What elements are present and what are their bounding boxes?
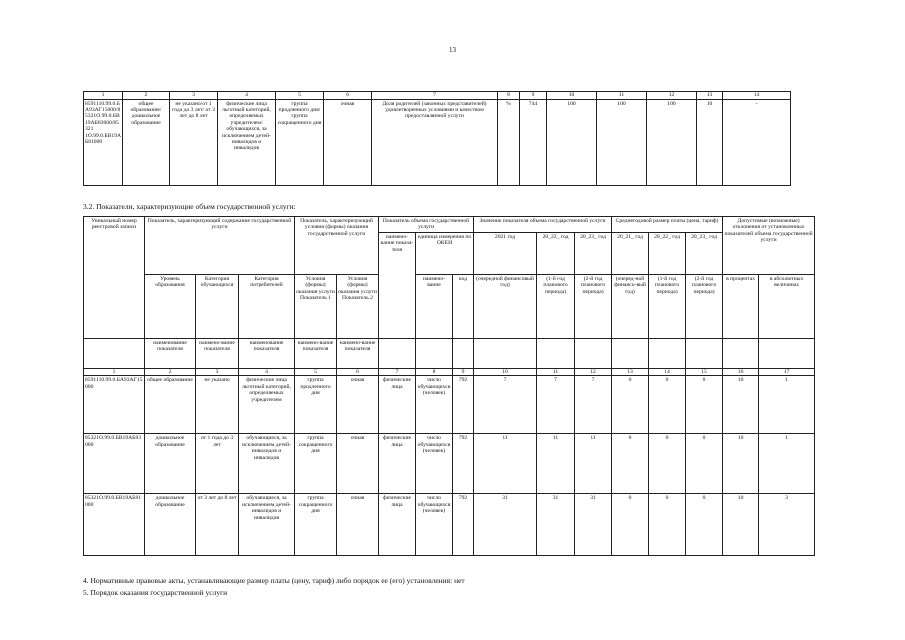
col-num: 12: [575, 368, 612, 376]
cell: группа продленного дня: [295, 376, 337, 434]
col-num: 6: [324, 92, 372, 100]
col-num: 3: [170, 92, 218, 100]
col-num: 11: [537, 368, 575, 376]
cell-registry-code: 8591110.99.0.БА93АГ15000: [84, 376, 145, 434]
cell: 1: [759, 376, 815, 434]
cell: 11: [474, 434, 537, 494]
col-num: 7: [372, 92, 498, 100]
header-condition-1: Условия (формы) оказания услуги Показатель 1: [295, 274, 337, 338]
col-num: 2: [123, 92, 170, 100]
header-percent: в процентах: [723, 274, 759, 338]
cell: 0: [612, 376, 649, 434]
cell: не указано/от 1 года до 3 лет/ от 3 лет до 8 лет: [170, 99, 218, 185]
header-empty: [649, 338, 686, 368]
cell: 0: [649, 434, 686, 494]
col-num: 14: [649, 368, 686, 376]
col-num: 1: [84, 368, 145, 376]
table-row: [84, 494, 815, 556]
col-num: 8: [498, 92, 520, 100]
header-sub-2: (2-й год планового периода): [575, 274, 612, 338]
cell: 100: [647, 99, 697, 185]
cell: 11: [537, 434, 575, 494]
col-num: 10: [474, 368, 537, 376]
header-name-5: наимено-вание показателя: [337, 338, 379, 368]
table1-column-numbers: [84, 92, 791, 100]
cell: 792: [453, 376, 474, 434]
col-num: 6: [337, 368, 379, 376]
col-num: 2: [145, 368, 196, 376]
cell: 31: [474, 494, 537, 556]
cell: физические лица льготный категорий, определяемых учредителем/ обучающихся, за исключением детей-инвалидов и инвалидов: [218, 99, 276, 185]
header-unique-number: Уникальный номер реестровой записи: [84, 217, 145, 339]
col-num: 3: [196, 368, 239, 376]
section-5-text: 5. Порядок оказания государственной услуги: [83, 588, 228, 597]
cell: не указано: [196, 376, 239, 434]
header-empty: [723, 338, 759, 368]
cell: 0: [649, 376, 686, 434]
header-category: Категория обучающихся: [196, 274, 239, 338]
header-row-3: [84, 274, 815, 338]
cell: очная: [337, 376, 379, 434]
cell: от 1 года до 3 лет: [196, 434, 239, 494]
cell: 100: [597, 99, 647, 185]
header-absolute: в абсолютных величинах: [759, 274, 815, 338]
cell: 792: [453, 434, 474, 494]
cell: 10: [697, 99, 723, 185]
header-price: Среднегодовой размер платы (цена, тариф): [612, 217, 723, 233]
header-empty: [537, 338, 575, 368]
header-condition-2: Условия (формы) оказания услуги Показатель 2: [337, 274, 379, 338]
col-num: 5: [276, 92, 324, 100]
cell-registry-code: 85321О.99.0.БВ19АБ81000: [84, 494, 145, 556]
header-volume: Показатель объема государственной услуги: [379, 217, 474, 233]
volume-indicators-table: [83, 216, 815, 556]
cell: 1: [759, 434, 815, 494]
header-unit-code: код: [453, 274, 474, 338]
header-deviation: Допустимые (возможные) отклонения от установленных показателей объема государственной услуги: [723, 217, 815, 275]
cell: общее образование: [145, 376, 196, 434]
header-price-2021: 20_21_ год: [612, 232, 649, 274]
cell: группа сокращенного дня: [295, 494, 337, 556]
header-sub-fin: (очередной финансовый год): [474, 274, 537, 338]
quality-indicators-table: [83, 91, 791, 186]
header-sub-1b: (1-й год планового периода): [649, 274, 686, 338]
cell: 31: [575, 494, 612, 556]
table2-column-numbers: [84, 368, 815, 376]
header-sub-2b: (2-й год планового периода): [686, 274, 723, 338]
header-year-2023: 20_23_ год: [575, 232, 612, 274]
header-empty: [474, 338, 537, 368]
col-num: 1: [84, 92, 123, 100]
cell: -: [723, 99, 791, 185]
table-row: [84, 376, 815, 434]
col-num: 11: [597, 92, 647, 100]
cell: группа продленного дня/ группа сокращенного дня: [276, 99, 324, 185]
cell: Доля родителей (законных представителей) удовлетворенных условиями и качеством предоставляемой услуги: [372, 99, 498, 185]
cell: 744: [520, 99, 547, 185]
cell: группа сокращенного дня: [295, 434, 337, 494]
header-empty: [84, 338, 145, 368]
col-num: 10: [547, 92, 597, 100]
cell: дошкольное образование: [145, 494, 196, 556]
cell: 31: [537, 494, 575, 556]
header-content: Показатель, характеризующий содержание государственной услуги: [145, 217, 295, 275]
header-empty: [612, 338, 649, 368]
header-name-2: наимено-вание показателя: [196, 338, 239, 368]
section-3-2-heading: 3.2. Показатели, характеризующие объем государственной услуги:: [83, 202, 296, 211]
cell: очная: [324, 99, 372, 185]
cell: очная: [337, 434, 379, 494]
col-num: 9: [520, 92, 547, 100]
col-num: 13: [697, 92, 723, 100]
cell: %: [498, 99, 520, 185]
col-num: 15: [686, 368, 723, 376]
header-sub-1: (1-й год планового периода): [537, 274, 575, 338]
col-num: 14: [723, 92, 791, 100]
col-num: 12: [647, 92, 697, 100]
col-num: 8: [416, 368, 453, 376]
cell: число обучающихся (человек): [416, 376, 453, 434]
header-name-3: наименование показателя: [239, 338, 295, 368]
page-number: 13: [449, 46, 456, 54]
header-unit: единица измерения по ОКЕИ: [416, 232, 474, 274]
header-row-1: [84, 217, 815, 233]
cell: обучающиеся, за исключением детей-инвалидов и инвалидов: [239, 434, 295, 494]
table-row: [84, 434, 815, 494]
cell-registry-code: 8591110.99.0.БА93АГ15000/85321О.99.0.БВ19АБ83000/85321 1О.99.0.БВ19АБ81000: [84, 99, 123, 185]
cell: 10: [723, 376, 759, 434]
cell: 0: [686, 494, 723, 556]
cell: от 3 лет до 8 лет: [196, 494, 239, 556]
cell: 0: [686, 376, 723, 434]
header-price-2023: 20_23_ год: [686, 232, 723, 274]
cell: 3: [759, 494, 815, 556]
header-row-4: [84, 338, 815, 368]
cell: 0: [612, 434, 649, 494]
header-empty: [575, 338, 612, 368]
cell: 0: [612, 494, 649, 556]
cell: физические лица: [379, 494, 416, 556]
header-empty: [453, 338, 474, 368]
cell: число обучающихся (человек): [416, 494, 453, 556]
header-empty: [416, 338, 453, 368]
cell: 7: [474, 376, 537, 434]
cell: общее образование/ дошкольное образование: [123, 99, 170, 185]
header-level: Уровень образования: [145, 274, 196, 338]
header-name-1: наименование показателя: [145, 338, 196, 368]
header-category-consumers: Категория потребителей: [239, 274, 295, 338]
header-empty: [759, 338, 815, 368]
col-num: 13: [612, 368, 649, 376]
section-4-text: 4. Нормативные правовые акты, устанавливающие размер платы (цену, тариф) либо порядок ее (его) установления: нет: [83, 576, 465, 585]
cell: 0: [686, 434, 723, 494]
header-indicator-name: наимено-вание показа-теля: [379, 232, 416, 338]
header-price-2022: 20_22_ год: [649, 232, 686, 274]
cell: 10: [723, 494, 759, 556]
cell: физические лица: [379, 376, 416, 434]
col-num: 5: [295, 368, 337, 376]
cell: 7: [575, 376, 612, 434]
cell: число обучающихся (человек): [416, 434, 453, 494]
cell: 100: [547, 99, 597, 185]
header-empty: [686, 338, 723, 368]
col-num: 9: [453, 368, 474, 376]
header-value: Значение показателя объема государственной услуги: [474, 217, 612, 233]
col-num: 17: [759, 368, 815, 376]
cell: очная: [337, 494, 379, 556]
col-num: 16: [723, 368, 759, 376]
col-num: 4: [239, 368, 295, 376]
header-year-2022: 20_22_ год: [537, 232, 575, 274]
cell: 792: [453, 494, 474, 556]
cell: 0: [649, 494, 686, 556]
cell-registry-code: 85321О.99.0.БВ19АБ83000: [84, 434, 145, 494]
header-conditions: Показатель, характеризующий условия (формы) оказания государственной услуги: [295, 217, 379, 275]
header-name-4: наимено-вание показателя: [295, 338, 337, 368]
header-empty: [379, 338, 416, 368]
header-sub-fin2: (очеред-ной финансо-вый год): [612, 274, 649, 338]
col-num: 7: [379, 368, 416, 376]
col-num: 4: [218, 92, 276, 100]
header-year-2021: 2021 год: [474, 232, 537, 274]
cell: 7: [537, 376, 575, 434]
cell: дошкольное образование: [145, 434, 196, 494]
cell: 10: [723, 434, 759, 494]
cell: физические лица: [379, 434, 416, 494]
table-row: [84, 99, 791, 185]
cell: физические лица льготный категорий, определяемых учредителем: [239, 376, 295, 434]
cell: 11: [575, 434, 612, 494]
cell: обучающиеся, за исключением детей-инвалидов и инвалидов: [239, 494, 295, 556]
header-unit-name: наимено-вание: [416, 274, 453, 338]
